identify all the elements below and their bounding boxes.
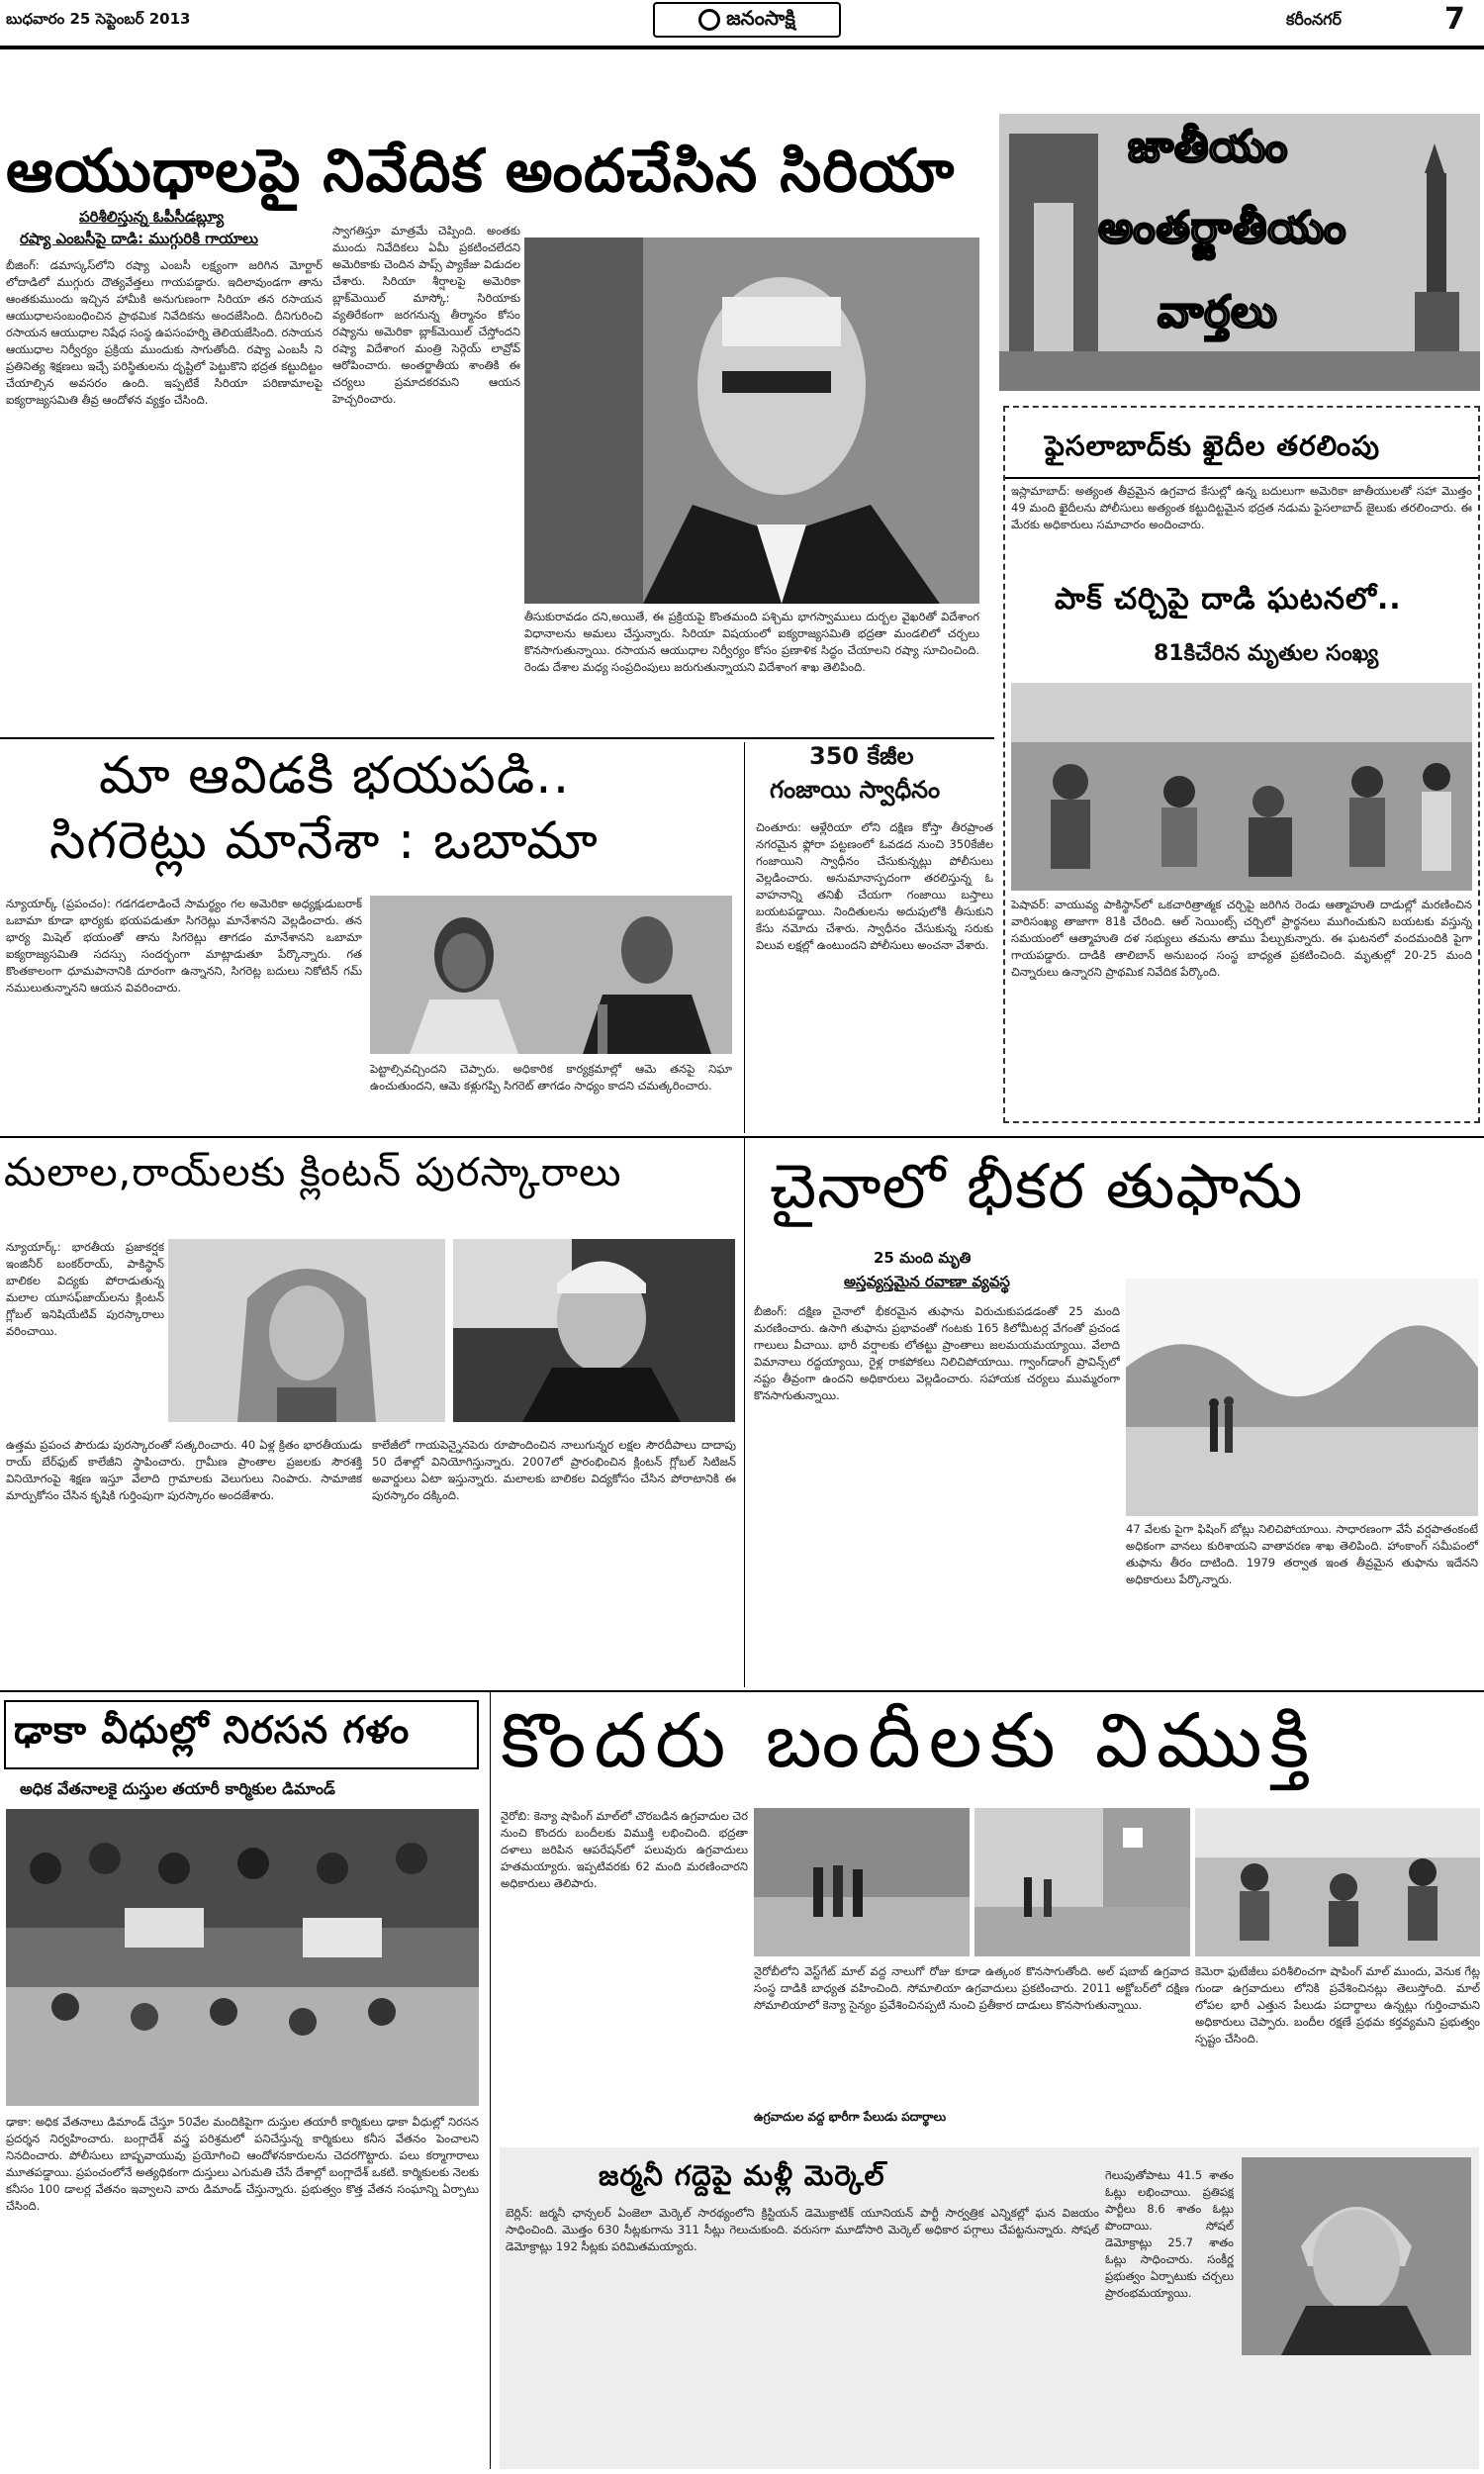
divider	[744, 1138, 745, 1687]
article-malala	[0, 1140, 742, 1694]
photo-bunker-roy	[453, 1239, 735, 1422]
headline: పాక్‌ చర్చిపై దాడి ఘటనలో..	[1055, 582, 1402, 617]
box-pakistan-news	[1003, 406, 1480, 1123]
section-banner-national	[999, 114, 1480, 391]
article-china	[750, 1140, 1484, 1694]
subheadline: 81కిచేరిన మృతుల సంఖ్య	[1154, 641, 1379, 666]
divider	[0, 737, 994, 739]
rule	[1005, 477, 1478, 479]
masthead	[0, 0, 1484, 59]
divider	[490, 1692, 491, 2469]
article-text: ఢాకా: అధిక వేతనాలు డిమాండ్‌ చేస్తూ 50వేల మందికిపైగా దుస్తుల తయారీ కార్మికులు ఢాకా వీధుల్లో నిరసన ప్రదర్శన నిర్వహించారు. బంగ్లాదేశ్‌ వస్త్ర పరిశ్రమలో పనిచేస్తున్న కార్మికులు కనీస వేతనం పెంచాలని నినదించారు. పోలీసులు బాష్పవాయువు ప్రయోగించి ఆందోళనకారులను చెదరగొట్టారు. పలు కర్మాగారాలు మూతపడ్డాయి. ప్రపంచంలోనే అత్యధికంగా దుస్తులు ఎగుమతి చేసే దేశాల్లో బంగ్లాదేశ్‌ ఒకటి. కార్మికులకు నెలకు కనీసం 100 డాలర్ల వేతనం ఇవ్వాలని వారు డిమాండ్‌ చేస్తున్నారు. ప్రభుత్వం కొత్త వేతన సంఘాన్ని ఏర్పాటు చేసింది.	[6, 2115, 479, 2213]
photo-lavrov	[524, 238, 979, 604]
photo-westgate-mall	[974, 1808, 1190, 1956]
photo-malala	[168, 1239, 445, 1422]
article-merkel	[500, 2147, 1479, 2469]
logo-emblem-icon	[698, 9, 720, 31]
divider	[744, 742, 745, 1133]
article-text: పెట్టాల్సివచ్చిందని చెప్పారు. అధికారిక కార్యక్రమాల్లో ఆమె తనపై నిఘా ఉంచుతుందని, ఆమె కళ్లుగప్పి సిగరెట్‌ తాగడం సాధ్యం కాదని చమత్కరించారు.	[370, 1062, 732, 1093]
article-column: స్వాగతిస్తూ మాత్రమే చెప్పింది. అంతకు ముందు నివేదికలు ఏమీ ప్రకటించలేదని అమెరికాకు చెందిన పాప్స్‌ ప్యాకేజు విడుదల చేశారు. సిరియా శీర్షాలపై అమెరికా బ్లాక్‌మెయిల్‌ మాస్కో: సిరియాకు వ్యతిరేకంగా జరగనున్న తీర్మానం కోసం రష్యాను అమెరికా బ్లాక్‌మెయిల్‌ చేస్తోందని రష్యా విదేశాంగ మంత్రి సెర్గెయ్‌ లావ్రోవ్‌ ఆరోపించారు. అంతర్జాతీయ శాంతికి ఈ చర్యలు ప్రమాదకరమని ఆయన హెచ్చరించారు.	[332, 224, 520, 406]
photo-dhaka-protest	[6, 1809, 479, 2106]
article-text: కెమెరా ఫుటేజీలు పరిశీలించగా షాపింగ్‌ మాల్‌ ముందు, వెనుక గేట్ల గుండా ఉగ్రవాదులు లోనికి ప్రవేశించినట్లు తెలుస్తోంది. మాల్‌ లోపల భారీ ఎత్తున పేలుడు పదార్థాలు ఉన్నట్లు గుర్తించామని అధికారులు చెప్పారు. బందీల రక్షణే ప్రథమ కర్తవ్యమని ప్రభుత్వం స్పష్టం చేసింది.	[1195, 1964, 1480, 2046]
article-text: పెషావర్‌: వాయువ్య పాకిస్థాన్‌లో ఒకచారిత్రాత్మక చర్చిపై జరిగిన రెండు ఆత్మాహుతి దాడుల్లో మరణించిన వారిసంఖ్య తాజాగా 81కి చేరింది. ఆల్‌ సెయింట్స్‌ చర్చిలో ప్రార్థనలు ముగించుకుని బయటకు వస్తున్న సమయంలో ఆత్మాహుతి దళ సభ్యులు తమను తాము పేల్చుకున్నారు. ఈ ఘటనలో వందమందికి పైగా గాయపడ్డారు. దాడికి తాలిబాన్‌ అనుబంధ సంస్థ బాధ్యత ప్రకటించింది. మృతుల్లో 20-25 మంది చిన్నారులు ఉన్నారని ప్రాథమిక నివేదిక పేర్కొంది.	[1011, 898, 1472, 979]
masthead-logo-text: జనంసాక్షి	[726, 5, 795, 30]
headline: జర్మనీ గద్దెపై మళ్లీ మెర్కెల్‌	[599, 2159, 885, 2192]
banner-line: జాతీయం	[1128, 122, 1289, 172]
article-text: బీజింగ్‌: దక్షిణ చైనాలో భీకరమైన తుఫాను విరుచుకుపడడంతో 25 మంది మరణించారు. ఉసాగి తుఫాను ప్రభావంతో గంటకు 165 కిలోమీటర్ల వేగంతో ప్రచండ గాలులు వీచాయి. భారీ వర్షాలకు లోతట్టు ప్రాంతాలు జలమయమయ్యాయి. వేలాది విమానాలు రద్దయ్యాయి, రైళ్ల రాకపోకలు నిలిచిపోయాయి. గ్వాంగ్‌డాంగ్‌ ప్రావిన్స్‌లో నష్టం తీవ్రంగా ఉందని అధికారులు వెల్లడించారు. సహాయక చర్యలు ముమ్మరంగా కొనసాగుతున్నాయి.	[754, 1304, 1120, 1402]
article-text: న్యూయార్క్‌: భారతీయ ప్రజాకర్షక ఇంజినీర్‌ బంకర్‌రాయ్‌, పాకిస్థాన్‌ బాలికల విద్యకు పోరాడుతున్న మలాల యూసఫ్‌జాయ్‌లను క్లింటన్‌ గ్లోబల్‌ ఇనిషియేటివ్‌ పురస్కారాలు వరించాయి.	[6, 1240, 164, 1338]
headline: సిగరెట్లు మానేశా : ఒబామా	[49, 811, 599, 871]
article-release	[495, 1694, 1484, 2130]
headline: కొందరు బందీలకు విముక్తి	[501, 1696, 1318, 1784]
headline: మలాల,రాయ్‌లకు క్లింటన్‌ పురస్కారాలు	[4, 1150, 622, 1195]
photo-obama-michelle	[370, 896, 732, 1054]
article-text: చింతూరు: ఆళ్లేరియా లోని దక్షిణ కోస్తా తీరప్రాంత నగరమైన ఫ్లోరా పట్టణంలో ఓవడద నుంచి 350కేజీల గంజాయిని స్వాధీనం చేసుకున్నట్లు పోలీసులు వెల్లడించారు. అనుమానాస్పదంగా తరలిస్తున్న ఓ వాహనాన్ని తనిఖీ చేయగా గంజాయి బస్తాలు బయటపడ్డాయి. నిందితులను అదుపులోకి తీసుకుని కేసు నమోదు చేశారు. స్వాధీనం చేసుకున్న సరుకు విలువ లక్షల్లో ఉంటుందని పోలీసులు అంచనా వేశారు.	[756, 820, 993, 952]
photo-typhoon	[1126, 1279, 1478, 1516]
article-ganja	[750, 742, 997, 1138]
subheadline: అధిక వేతనాలకై దుస్తుల తయారీ కార్మికుల డిమాండ్‌	[20, 1779, 335, 1798]
subheadline: 25 మంది మృతి	[874, 1249, 972, 1267]
article-obama	[0, 742, 742, 1138]
headline: ఆయుధాలపై నివేదిక అందచేసిన సిరియా	[6, 137, 956, 206]
masthead-edition: కరీంనగర్‌	[1286, 10, 1343, 29]
article-column: బీజింగ్‌: డమాస్కస్‌లోని రష్యా ఎంబసీ లక్ష్యంగా జరిగిన మోర్టార్‌ లోదాడిలో ముగ్గురు దౌత్యవేత్తలు గాయపడ్డారు. ఇదిలావుండగా తాను ఆంతకుముందు ఇచ్చిన హామీకి అనుగుణంగా సిరియా తన రసాయన ఆయుధాలసంబంధించిన ప్రాథమిక నివేదికను అందజేసింది. దీనిగురించి రసాయన ఆయుధాల నిషేధ సంస్థ ఉపసంహర్ని తెలియజేసింది. రసాయన ఆయుధాల నిర్వీర్యం ప్రక్రియ ముందుకు సాగుతోంది. రష్యా ఎంబసీ ని ప్రతినిత్య శిక్షణలు ఇచ్చే పరిస్థితులను దృష్టిలో పెట్టుకొని భద్రత కట్టుదిట్టం చేయాల్సిన అవసరం ఉంది. ఇప్పటికే సిరియా పరిణామాలపై ఐక్యరాజ్యసమితి తీవ్ర ఆందోళన వ్యక్తం చేసింది.	[6, 258, 323, 407]
subheadline: అస్తవ్యస్తమైన రవాణా వ్యవస్థ	[844, 1273, 1010, 1290]
headline: గంజాయి స్వాధీనం	[770, 776, 941, 804]
masthead-logo	[653, 2, 841, 38]
article-text: బెర్లిన్‌: జర్మనీ ఛాన్సలర్‌ ఏంజెలా మెర్కెల్‌ సారథ్యంలోని క్రిస్టియన్‌ డెమొక్రాటిక్‌ యూనియన్‌ పార్టీ సార్వత్రిక ఎన్నికల్లో ఘన విజయం సాధించింది. మొత్తం 630 సీట్లకుగాను 311 సీట్లు గెలుచుకుంది. వరుసగా మూడోసారి మెర్కెల్‌ అధికార పగ్గాలు చేపట్టనున్నారు. సోషల్‌ డెమోక్రాట్లు 192 సీట్లకు పరిమితమయ్యారు.	[506, 2206, 1099, 2253]
masthead-page-number: 7	[1444, 2, 1465, 37]
photo-kenya-rescue	[1195, 1808, 1480, 1956]
headline: మా ఆవిడకి భయపడి..	[99, 746, 571, 806]
photo-merkel	[1242, 2157, 1471, 2355]
article-text: ఉత్తమ ప్రపంచ పౌరుడు పురస్కారంతో సత్కరించారు. 40 ఏళ్ల క్రితం భారతీయుడు రాయ్‌ బేర్‌ఫుట్‌ కాలేజీని స్థాపించారు. గ్రామీణ ప్రాంతాల ప్రజలకు సౌరశక్తి వినియోగంపై శిక్షణ ఇస్తూ వేలాది గ్రామాలకు వెలుగులు నింపారు. సామాజిక మార్పుకోసం చేసిన కృషికి గుర్తింపుగా పురస్కారం అందజేశారు.	[6, 1438, 362, 1502]
masthead-date: బుధవారం 25 సెప్టెంబర్‌ 2013	[6, 10, 191, 28]
headline: 350 కేజీల	[809, 742, 914, 770]
headline: ఢాకా వీధుల్లో నిరసన గళం	[14, 1708, 411, 1752]
article-syria	[0, 59, 989, 732]
article-text: గెలుపుతోపాటు 41.5 శాతం ఓట్లు లభించాయి. ప్రతిపక్ష పార్టీలు 8.6 శాతం ఓట్లు పొందాయి. సోషల్‌ డెమోక్రాట్లు 25.7 శాతం ఓట్లు సాధించారు. సంకీర్ణ ప్రభుత్వం ఏర్పాటుకు చర్చలు ప్రారంభమయ్యాయి.	[1105, 2168, 1234, 2300]
masthead-rule	[0, 46, 1484, 49]
banner-line: వార్తలు	[1158, 287, 1278, 337]
article-dhaka	[0, 1694, 485, 2471]
divider	[0, 1690, 1484, 1692]
subheadline: పరిశీలిస్తున్న ఓపీసీడబ్ల్యూ	[79, 208, 225, 226]
article-text: ఇస్లామాబాద్‌: అత్యంత తీవ్రమైన ఉగ్రవాద కేసుల్లో ఉన్న బదులుగా అమెరికా జాతీయులతో సహా మొత్తం 49 మంది ఖైదీలను పోలీసులు అత్యంత కట్టుదిట్టమైన భద్రత నడుమ ఫైసలాబాద్‌ జైలుకు తరలించారు. ఈ మేరకు అధికారులు సమాచారం అందించారు.	[1011, 484, 1472, 531]
banner-line: అంతర్జాతీయం	[1098, 203, 1347, 253]
article-text: న్యూయార్క్‌ (ప్రపంచం): గడగడలాడించే సామర్థ్యం గల అమెరికా అధ్యక్షుడుబరాక్‌ ఒబామా కూడా భార్యకు భయపడుతూ సిగరెట్లు మానేశానని వెల్లడించారు. తన భార్య మిషెల్‌ భయంతో తాను సిగరెట్లు తాగడం మానేశానని ఒబామా ఐక్యరాజ్యసమితి సదస్సు సందర్భంగా మాట్లాడుతూ పేర్కొన్నారు. గత కొంతకాలంగా ధూమపానానికి దూరంగా ఉన్నానని, సిగరెట్ల బదులు నికోటిన్‌ గమ్‌ నములుతున్నానని ఆయన వివరించారు.	[6, 897, 362, 995]
headline: చైనాలో భీకర తుఫాను	[770, 1150, 1304, 1222]
article-text: 47 వేలకు పైగా ఫిషింగ్‌ బోట్లు నిలిచిపోయాయి. సాధారణంగా వేసే వర్షపాతంకంటే అధికంగా వానలు కురిశాయని వాతావరణ శాఖ తెలిపింది. హాంకాంగ్‌ సమీపంలో తుఫాను తీరం దాటింది. 1979 తర్వాత ఇంత తీవ్రమైన తుఫాను ఇదేనని అధికారులు పేర్కొన్నారు.	[1126, 1522, 1478, 1586]
article-text: నైరోబి: కెన్యా షాపింగ్‌ మాల్‌లో చొరబడిన ఉగ్రవాదుల చెర నుంచి కొందరు బందీలకు విముక్తి లభించింది. భద్రతా దళాలు జరిపిన ఆపరేషన్‌లో పలువురు ఉగ్రవాదులు హతమయ్యారు. ఇప్పటివరకు 62 మంది మరణించారని అధికారులు తెలిపారు.	[501, 1809, 748, 1890]
subheadline: ఉగ్రవాదుల వద్ద భారీగా పేలుడు పదార్థాలు	[754, 2110, 947, 2124]
divider	[0, 1136, 1484, 1138]
photo-church-attack	[1011, 683, 1472, 891]
photo-kenya-soldiers	[754, 1808, 970, 1956]
article-text: నైరోబీలోని వెస్ట్‌గేట్‌ మాల్‌ వద్ద నాలుగో రోజు కూడా ఉత్కంఠ కొనసాగుతోంది. అల్‌ షబాబ్‌ ఉగ్రవాద సంస్థ దాడికి బాధ్యత వహించింది. సోమాలియా ఉగ్రవాదులు ప్రకటించారు. 2011 అక్టోబర్‌లో దక్షిణ సోమాలియాలో కెన్యా సైన్యం ప్రవేశించినప్పటి నుంచి ప్రతీకార దాడులు కొనసాగుతున్నాయి.	[754, 1964, 1189, 2012]
article-column: తీసుకురావడం దని,అయితే, ఈ ప్రక్రియపై కొంతమంది పశ్చిమ భాగస్వాములు దుర్బల వైఖరితో విదేశాంగ విధానాలను అమలు చేస్తున్నారు. సిరియా విషయంలో ఐక్యరాజ్యసమితి భద్రతా మండలిలో చర్చలు కొనసాగుతున్నాయి. రసాయన ఆయుధాల నిర్వీర్యం కోసం ప్రణాళిక సిద్ధం చేయాలని రష్యా సూచించింది. రెండు దేశాల మధ్య సంప్రదింపులు జరుగుతున్నాయని విదేశాంగ శాఖ తెలిపింది.	[524, 610, 979, 674]
subheadline: రష్యా ఎంబసీపై దాడి: ముగ్గురికి గాయాలు	[20, 230, 258, 247]
headline: ఫైసలాబాద్‌కు ఖైదీల తరలింపు	[1045, 429, 1381, 462]
article-text: కాలేజీలో గాయపెన్నైనపెరు రూపొందించిన నాలుగున్నర లక్షల సౌరదీపాలు దాదాపు 50 దేశాల్లో వినియోగిస్తున్నారు. 2007లో ప్రారంభించిన క్లింటన్‌ గ్లోబల్‌ సిటిజన్‌ అవార్డులు ఏటా ఇస్తున్నారు. మలాలకు బాలికల విద్యకోసం చేసిన పోరాటానికి ఈ పురస్కారం దక్కింది.	[372, 1438, 736, 1502]
